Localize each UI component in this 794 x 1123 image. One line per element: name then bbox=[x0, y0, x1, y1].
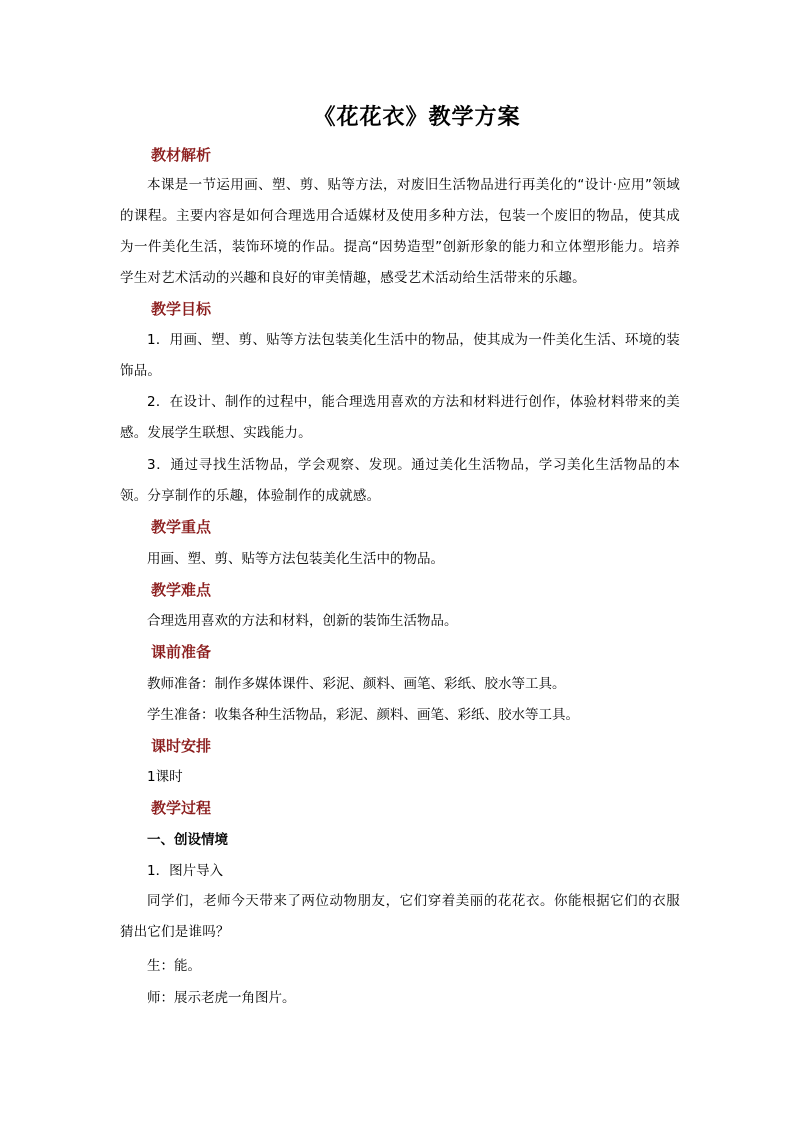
goal-item-3: 3．通过寻找生活物品，学会观察、发现。通过美化生活物品，学习美化生活物品的本领。分享制作的乐趣，体验制作的成就感。 bbox=[120, 457, 680, 504]
difficulties-text: 合理选用喜欢的方法和材料，创新的装饰生活物品。 bbox=[147, 613, 458, 629]
teacher-action: 师：展示老虎一角图片。 bbox=[147, 990, 296, 1006]
teacher-preparation: 教师准备：制作多媒体课件、彩泥、颜料、画笔、彩纸、胶水等工具。 bbox=[147, 676, 566, 692]
goal-item-2: 2．在设计、制作的过程中，能合理选用喜欢的方法和材料进行创作，体验材料带来的美感。发展学生联想、实践能力。 bbox=[120, 394, 680, 441]
process-intro-paragraph: 同学们，老师今天带来了两位动物朋友，它们穿着美丽的花花衣。你能根据它们的衣服猜出它们是谁吗？ bbox=[120, 893, 680, 940]
schedule-text: 1课时 bbox=[147, 769, 183, 785]
student-reply: 生：能。 bbox=[147, 958, 201, 974]
section-heading-difficulties: 教学难点 bbox=[151, 581, 212, 599]
process-sub-title: 1．图片导入 bbox=[147, 863, 224, 879]
section-heading-goals: 教学目标 bbox=[151, 300, 212, 318]
section-heading-schedule: 课时安排 bbox=[151, 737, 212, 755]
section-heading-analysis: 教材解析 bbox=[151, 146, 212, 164]
goal-item-1: 1．用画、塑、剪、贴等方法包装美化生活中的物品，使其成为一件美化生活、环境的装饰品。 bbox=[120, 332, 680, 379]
student-preparation: 学生准备：收集各种生活物品，彩泥、颜料、画笔、彩纸、胶水等工具。 bbox=[147, 707, 579, 723]
section-heading-preparation: 课前准备 bbox=[151, 643, 212, 661]
document-title: 《花花衣》教学方案 bbox=[313, 104, 521, 130]
key-points-text: 用画、塑、剪、贴等方法包装美化生活中的物品。 bbox=[147, 551, 444, 567]
process-step-title: 一、创设情境 bbox=[147, 832, 228, 848]
section-heading-key-points: 教学重点 bbox=[151, 518, 212, 536]
section-heading-process: 教学过程 bbox=[151, 799, 212, 817]
analysis-paragraph: 本课是一节运用画、塑、剪、贴等方法，对废旧生活物品进行再美化的“设计·应用”领域的课程。主要内容是如何合理选用合适媒材及使用多种方法，包装一个废旧的物品，使其成为一件美化生活，装饰环境的作品。提高“因势造型”创新形象的能力和立体塑形能力。培养学生对艺术活动的兴趣和良好的审美情趣，感受艺术活动给生活带来的乐趣。 bbox=[120, 177, 680, 286]
